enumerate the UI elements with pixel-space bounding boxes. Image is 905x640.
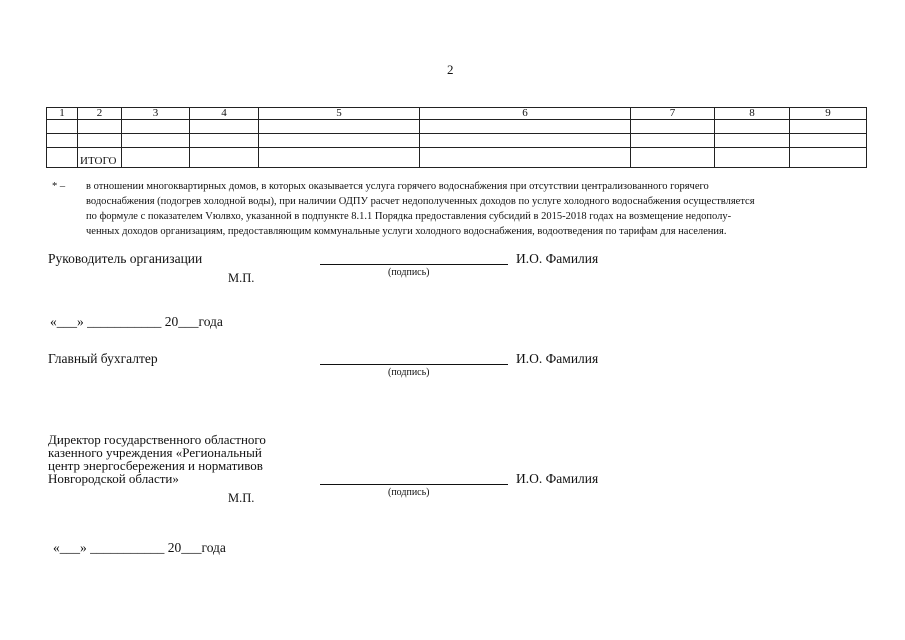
head-signature-caption: (подпись) <box>388 267 430 278</box>
column-header: 6 <box>420 108 631 120</box>
page-number: 2 <box>447 62 454 77</box>
column-header: 2 <box>78 108 122 120</box>
column-header: 1 <box>47 108 78 120</box>
data-table <box>46 107 867 168</box>
director-title <box>48 433 338 485</box>
director-name: И.О. Фамилия <box>516 471 599 486</box>
table-total-row <box>47 148 867 168</box>
footnote-line: по формуле с показателем Vюлвхо, указанной в подпункте 8.1.1 Порядка предоставления субсидий в 2015-2018 годах на возмещение недополу- <box>86 211 732 222</box>
date-line-2: «___» ___________ 20___года <box>53 540 226 555</box>
footnote-mark: * – <box>52 181 66 192</box>
head-name: И.О. Фамилия <box>516 251 599 266</box>
director-title-line: центр энергосбережения и нормативов <box>48 458 263 473</box>
column-header: 8 <box>715 108 790 120</box>
table-header-row <box>47 108 867 120</box>
footnote-line: в отношении многоквартирных домов, в которых оказывается услуга горячего водоснабжения при отсутствии централизованного горячего <box>86 181 709 192</box>
director-stamp: М.П. <box>228 491 255 505</box>
accountant-title: Главный бухгалтер <box>48 351 158 366</box>
director-signature-line <box>320 484 508 485</box>
head-signature-line <box>320 264 508 265</box>
column-header: 4 <box>190 108 259 120</box>
table-row <box>47 120 867 134</box>
head-title: Руководитель организации <box>48 251 203 266</box>
director-title-line: Директор государственного областного <box>48 432 266 447</box>
itogo-label: ИТОГО <box>78 148 122 168</box>
accountant-signature-caption: (подпись) <box>388 367 430 378</box>
footnote <box>52 179 867 239</box>
footnote-line: ченных доходов организациям, предоставляющим коммунальные услуги холодного водоснабжения, водоотведения по тарифам для населения. <box>86 226 727 237</box>
accountant-signature-line <box>320 364 508 365</box>
column-header: 7 <box>631 108 715 120</box>
date-line-1: «___» ___________ 20___года <box>50 314 223 329</box>
head-stamp: М.П. <box>228 271 255 285</box>
director-signature-caption: (подпись) <box>388 487 430 498</box>
footnote-line: водоснабжения (подогрев холодной воды), при наличии ОДПУ расчет недополученных доходов по услуге холодного водоснабжения осуществляется <box>86 196 755 207</box>
column-header: 5 <box>259 108 420 120</box>
table-row <box>47 134 867 148</box>
accountant-name: И.О. Фамилия <box>516 351 599 366</box>
column-header: 3 <box>122 108 190 120</box>
director-title-line: казенного учреждения «Региональный <box>48 445 262 460</box>
director-title-line: Новгородской области» <box>48 471 179 486</box>
column-header: 9 <box>790 108 867 120</box>
